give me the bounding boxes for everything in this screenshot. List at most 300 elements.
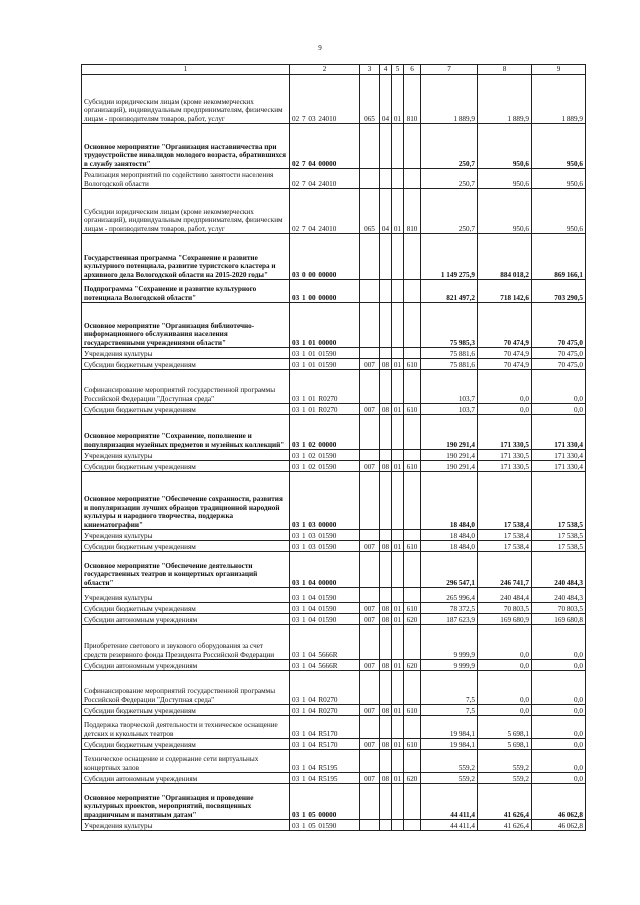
row-name: Приобретение светового и звукового оборудования за счет средств резервного фонда Президента Российской Федерации bbox=[82, 625, 290, 660]
ministry-code: 007 bbox=[360, 603, 380, 614]
subsection-code bbox=[392, 234, 404, 280]
amount-col-9: 0,0 bbox=[532, 370, 586, 404]
table-row bbox=[82, 716, 586, 739]
row-name: Субсидии юридическим лицам (кроме некоммерческих организаций), индивидуальным предпринимателям, физическим лицам - производителям товаров, работ, услуг bbox=[82, 75, 290, 124]
subsection-code bbox=[392, 348, 404, 359]
ministry-code bbox=[360, 671, 380, 705]
ministry-code bbox=[360, 348, 380, 359]
column-header: 8 bbox=[478, 65, 532, 75]
amount-col-8: 0,0 bbox=[478, 625, 532, 660]
table-row bbox=[82, 588, 586, 603]
subsection-code bbox=[392, 124, 404, 169]
amount-col-8: 70 803,5 bbox=[478, 603, 532, 614]
subsection-code bbox=[392, 784, 404, 820]
amount-col-8: 950,6 bbox=[478, 169, 532, 189]
expense-type-code bbox=[404, 348, 421, 359]
row-name: Учреждения культуры bbox=[82, 450, 290, 461]
target-code: 03 1 01 01590 bbox=[290, 359, 360, 370]
row-name: Подпрограмма "Сохранение и развитие культурного потенциала Вологодской области" bbox=[82, 280, 290, 303]
target-code: 03 1 04 R5170 bbox=[290, 716, 360, 739]
target-code: 03 1 03 00000 bbox=[290, 472, 360, 530]
expense-type-code bbox=[404, 124, 421, 169]
amount-col-8: 950,6 bbox=[478, 124, 532, 169]
table-row bbox=[82, 739, 586, 750]
section-code: 08 bbox=[380, 773, 392, 784]
row-name: Учреждения культуры bbox=[82, 588, 290, 603]
amount-col-8: 559,2 bbox=[478, 773, 532, 784]
row-name: Субсидии бюджетным учреждениям bbox=[82, 705, 290, 716]
amount-col-7: 75 881,6 bbox=[421, 359, 478, 370]
amount-col-8: 0,0 bbox=[478, 660, 532, 671]
amount-col-9: 0,0 bbox=[532, 625, 586, 660]
amount-col-7: 1 149 275,9 bbox=[421, 234, 478, 280]
target-code: 03 1 04 R5195 bbox=[290, 750, 360, 773]
amount-col-7: 190 291,4 bbox=[421, 461, 478, 472]
column-header: 2 bbox=[290, 65, 360, 75]
amount-col-9: 0,0 bbox=[532, 773, 586, 784]
table-row bbox=[82, 603, 586, 614]
expense-type-code: 610 bbox=[404, 739, 421, 750]
subsection-code: 01 bbox=[392, 461, 404, 472]
amount-col-7: 75 985,3 bbox=[421, 303, 478, 348]
subsection-code bbox=[392, 588, 404, 603]
row-name: Субсидии бюджетным учреждениям bbox=[82, 739, 290, 750]
amount-col-8: 171 330,5 bbox=[478, 450, 532, 461]
amount-col-7: 821 497,2 bbox=[421, 280, 478, 303]
ministry-code: 007 bbox=[360, 705, 380, 716]
expense-type-code bbox=[404, 303, 421, 348]
amount-col-7: 7,5 bbox=[421, 671, 478, 705]
section-code: 04 bbox=[380, 75, 392, 124]
section-code bbox=[380, 450, 392, 461]
subsection-code bbox=[392, 415, 404, 450]
ministry-code: 065 bbox=[360, 189, 380, 234]
target-code: 03 1 01 R0270 bbox=[290, 370, 360, 404]
row-name: Субсидии бюджетным учреждениям bbox=[82, 404, 290, 415]
section-code bbox=[380, 784, 392, 820]
table-row bbox=[82, 404, 586, 415]
amount-col-9: 0,0 bbox=[532, 739, 586, 750]
subsection-code: 01 bbox=[392, 541, 404, 552]
section-code bbox=[380, 750, 392, 773]
expense-type-code: 610 bbox=[404, 461, 421, 472]
expense-type-code bbox=[404, 750, 421, 773]
table-row bbox=[82, 370, 586, 404]
table-row bbox=[82, 671, 586, 705]
table-row bbox=[82, 660, 586, 671]
row-name: Реализация мероприятий по содействию занятости населения Вологодской области bbox=[82, 169, 290, 189]
column-header: 5 bbox=[392, 65, 404, 75]
amount-col-9: 0,0 bbox=[532, 750, 586, 773]
target-code: 03 1 00 00000 bbox=[290, 280, 360, 303]
amount-col-8: 559,2 bbox=[478, 750, 532, 773]
table-row bbox=[82, 614, 586, 625]
column-header: 1 bbox=[82, 65, 290, 75]
table-row bbox=[82, 784, 586, 820]
section-code bbox=[380, 124, 392, 169]
row-name: Основное мероприятие "Обеспечение деятельности государственных театров и концертных организаций области" bbox=[82, 552, 290, 588]
subsection-code: 01 bbox=[392, 404, 404, 415]
amount-col-7: 103,7 bbox=[421, 370, 478, 404]
amount-col-9: 17 538,5 bbox=[532, 530, 586, 541]
expense-type-code bbox=[404, 450, 421, 461]
target-code: 03 1 05 00000 bbox=[290, 784, 360, 820]
target-code: 03 1 02 00000 bbox=[290, 415, 360, 450]
amount-col-9: 70 803,5 bbox=[532, 603, 586, 614]
target-code: 03 1 04 R0270 bbox=[290, 705, 360, 716]
target-code: 02 7 04 24010 bbox=[290, 169, 360, 189]
ministry-code: 065 bbox=[360, 75, 380, 124]
target-code: 03 1 02 01590 bbox=[290, 450, 360, 461]
amount-col-8: 884 018,2 bbox=[478, 234, 532, 280]
ministry-code bbox=[360, 280, 380, 303]
row-name: Субсидии бюджетным учреждениям bbox=[82, 541, 290, 552]
amount-col-7: 78 372,5 bbox=[421, 603, 478, 614]
amount-col-7: 250,7 bbox=[421, 189, 478, 234]
amount-col-8: 950,6 bbox=[478, 189, 532, 234]
ministry-code bbox=[360, 716, 380, 739]
ministry-code: 007 bbox=[360, 541, 380, 552]
column-header-row bbox=[82, 65, 586, 75]
subsection-code bbox=[392, 370, 404, 404]
expense-type-code: 620 bbox=[404, 660, 421, 671]
row-name: Субсидии бюджетным учреждениям bbox=[82, 603, 290, 614]
amount-col-9: 0,0 bbox=[532, 404, 586, 415]
amount-col-8: 0,0 bbox=[478, 404, 532, 415]
row-name: Государственная программа "Сохранение и развитие культурного потенциала, развитие туристского кластера и архивного дела Вологодской области на 2015-2020 годы" bbox=[82, 234, 290, 280]
table-row bbox=[82, 552, 586, 588]
amount-col-9: 0,0 bbox=[532, 705, 586, 716]
amount-col-7: 559,2 bbox=[421, 750, 478, 773]
table-row bbox=[82, 450, 586, 461]
amount-col-8: 5 698,1 bbox=[478, 716, 532, 739]
amount-col-7: 265 996,4 bbox=[421, 588, 478, 603]
section-code bbox=[380, 671, 392, 705]
table-row bbox=[82, 472, 586, 530]
expense-type-code bbox=[404, 169, 421, 189]
ministry-code bbox=[360, 169, 380, 189]
row-name: Основное мероприятие "Сохранение, пополнение и популяризация музейных предметов и музейных коллекций" bbox=[82, 415, 290, 450]
subsection-code bbox=[392, 750, 404, 773]
ministry-code bbox=[360, 124, 380, 169]
amount-col-9: 70 475,0 bbox=[532, 359, 586, 370]
amount-col-9: 950,6 bbox=[532, 189, 586, 234]
subsection-code bbox=[392, 625, 404, 660]
table-row bbox=[82, 415, 586, 450]
amount-col-8: 169 680,9 bbox=[478, 614, 532, 625]
expense-type-code bbox=[404, 671, 421, 705]
ministry-code: 007 bbox=[360, 660, 380, 671]
ministry-code: 007 bbox=[360, 404, 380, 415]
amount-col-9: 0,0 bbox=[532, 716, 586, 739]
column-header: 3 bbox=[360, 65, 380, 75]
row-name: Субсидии юридическим лицам (кроме некоммерческих организаций), индивидуальным предпринимателям, физическим лицам - производителям товаров, работ, услуг bbox=[82, 189, 290, 234]
amount-col-7: 103,7 bbox=[421, 404, 478, 415]
target-code: 02 7 03 24010 bbox=[290, 75, 360, 124]
amount-col-7: 18 484,0 bbox=[421, 530, 478, 541]
ministry-code bbox=[360, 784, 380, 820]
section-code: 08 bbox=[380, 660, 392, 671]
row-name: Основное мероприятие "Организация и проведение культурных проектов, мероприятий, посвященных праздничным и памятным датам" bbox=[82, 784, 290, 820]
amount-col-8: 240 484,4 bbox=[478, 588, 532, 603]
ministry-code bbox=[360, 820, 380, 831]
subsection-code: 01 bbox=[392, 773, 404, 784]
row-name: Учреждения культуры bbox=[82, 530, 290, 541]
amount-col-9: 950,6 bbox=[532, 124, 586, 169]
expense-type-code bbox=[404, 820, 421, 831]
section-code bbox=[380, 552, 392, 588]
target-code: 03 1 05 01590 bbox=[290, 820, 360, 831]
amount-col-8: 1 889,9 bbox=[478, 75, 532, 124]
table-row bbox=[82, 280, 586, 303]
table-row bbox=[82, 541, 586, 552]
row-name: Субсидии бюджетным учреждениям bbox=[82, 359, 290, 370]
expense-type-code bbox=[404, 530, 421, 541]
amount-col-9: 950,6 bbox=[532, 169, 586, 189]
amount-col-7: 44 411,4 bbox=[421, 820, 478, 831]
amount-col-9: 169 680,8 bbox=[532, 614, 586, 625]
table-row bbox=[82, 750, 586, 773]
table-row bbox=[82, 169, 586, 189]
expense-type-code: 620 bbox=[404, 614, 421, 625]
target-code: 03 1 04 R5195 bbox=[290, 773, 360, 784]
expense-type-code: 810 bbox=[404, 189, 421, 234]
expense-type-code: 610 bbox=[404, 541, 421, 552]
amount-col-8: 41 626,4 bbox=[478, 820, 532, 831]
amount-col-9: 17 538,5 bbox=[532, 541, 586, 552]
subsection-code bbox=[392, 169, 404, 189]
section-code bbox=[380, 280, 392, 303]
row-name: Субсидии автономным учреждениям bbox=[82, 773, 290, 784]
target-code: 03 1 04 00000 bbox=[290, 552, 360, 588]
target-code: 03 0 00 00000 bbox=[290, 234, 360, 280]
target-code: 03 1 01 R0270 bbox=[290, 404, 360, 415]
target-code: 02 7 04 00000 bbox=[290, 124, 360, 169]
amount-col-7: 190 291,4 bbox=[421, 450, 478, 461]
row-name: Субсидии автономным учреждениям bbox=[82, 614, 290, 625]
amount-col-8: 70 474,9 bbox=[478, 303, 532, 348]
ministry-code bbox=[360, 415, 380, 450]
ministry-code bbox=[360, 450, 380, 461]
ministry-code: 007 bbox=[360, 773, 380, 784]
ministry-code bbox=[360, 750, 380, 773]
ministry-code bbox=[360, 625, 380, 660]
table-row bbox=[82, 348, 586, 359]
section-code bbox=[380, 472, 392, 530]
ministry-code bbox=[360, 530, 380, 541]
column-header: 7 bbox=[421, 65, 478, 75]
table-row bbox=[82, 773, 586, 784]
amount-col-9: 1 889,9 bbox=[532, 75, 586, 124]
subsection-code: 01 bbox=[392, 739, 404, 750]
amount-col-7: 19 984,1 bbox=[421, 739, 478, 750]
table-body bbox=[82, 75, 586, 831]
table-row bbox=[82, 705, 586, 716]
column-header: 6 bbox=[404, 65, 421, 75]
subsection-code bbox=[392, 472, 404, 530]
amount-col-9: 46 062,8 bbox=[532, 784, 586, 820]
target-code: 03 1 01 00000 bbox=[290, 303, 360, 348]
row-name: Софинансирование мероприятий государственной программы Российской Федерации "Доступная среда" bbox=[82, 370, 290, 404]
section-code: 08 bbox=[380, 739, 392, 750]
section-code: 04 bbox=[380, 189, 392, 234]
section-code bbox=[380, 588, 392, 603]
amount-col-8: 70 474,9 bbox=[478, 359, 532, 370]
ministry-code bbox=[360, 588, 380, 603]
row-name: Софинансирование мероприятий государственной программы Российской Федерации "Доступная среда" bbox=[82, 671, 290, 705]
amount-col-7: 296 547,1 bbox=[421, 552, 478, 588]
target-code: 03 1 03 01590 bbox=[290, 530, 360, 541]
section-code bbox=[380, 716, 392, 739]
subsection-code bbox=[392, 716, 404, 739]
row-name: Субсидии автономным учреждениям bbox=[82, 660, 290, 671]
table-row bbox=[82, 75, 586, 124]
amount-col-9: 171 330,4 bbox=[532, 461, 586, 472]
ministry-code: 007 bbox=[360, 461, 380, 472]
target-code: 03 1 04 R5170 bbox=[290, 739, 360, 750]
subsection-code bbox=[392, 552, 404, 588]
amount-col-8: 171 330,5 bbox=[478, 415, 532, 450]
target-code: 03 1 04 5666R bbox=[290, 625, 360, 660]
amount-col-7: 9 999,9 bbox=[421, 660, 478, 671]
section-code bbox=[380, 625, 392, 660]
section-code: 08 bbox=[380, 404, 392, 415]
subsection-code: 01 bbox=[392, 705, 404, 716]
section-code bbox=[380, 303, 392, 348]
section-code: 08 bbox=[380, 705, 392, 716]
expense-type-code: 620 bbox=[404, 773, 421, 784]
subsection-code bbox=[392, 303, 404, 348]
subsection-code: 01 bbox=[392, 359, 404, 370]
subsection-code bbox=[392, 671, 404, 705]
amount-col-7: 9 999,9 bbox=[421, 625, 478, 660]
amount-col-7: 18 484,0 bbox=[421, 541, 478, 552]
amount-col-9: 70 475,0 bbox=[532, 348, 586, 359]
row-name: Учреждения культуры bbox=[82, 820, 290, 831]
expense-type-code bbox=[404, 716, 421, 739]
ministry-code bbox=[360, 303, 380, 348]
ministry-code: 007 bbox=[360, 614, 380, 625]
subsection-code bbox=[392, 530, 404, 541]
expense-type-code bbox=[404, 588, 421, 603]
target-code: 03 1 02 01590 bbox=[290, 461, 360, 472]
ministry-code: 007 bbox=[360, 739, 380, 750]
amount-col-9: 171 330,4 bbox=[532, 415, 586, 450]
row-name: Основное мероприятие "Организация наставничества при трудоустройстве инвалидов молодого возраста, обратившихся в службу занятости" bbox=[82, 124, 290, 169]
target-code: 03 1 04 01590 bbox=[290, 588, 360, 603]
amount-col-8: 70 474,9 bbox=[478, 348, 532, 359]
expense-type-code: 610 bbox=[404, 705, 421, 716]
ministry-code bbox=[360, 472, 380, 530]
expense-type-code: 810 bbox=[404, 75, 421, 124]
expense-type-code bbox=[404, 552, 421, 588]
amount-col-9: 46 062,8 bbox=[532, 820, 586, 831]
amount-col-9: 171 330,4 bbox=[532, 450, 586, 461]
section-code bbox=[380, 415, 392, 450]
subsection-code bbox=[392, 280, 404, 303]
ministry-code: 007 bbox=[360, 359, 380, 370]
amount-col-8: 5 698,1 bbox=[478, 739, 532, 750]
amount-col-7: 1 889,9 bbox=[421, 75, 478, 124]
ministry-code bbox=[360, 370, 380, 404]
subsection-code bbox=[392, 820, 404, 831]
table-row bbox=[82, 124, 586, 169]
amount-col-8: 41 626,4 bbox=[478, 784, 532, 820]
target-code: 03 1 04 5666R bbox=[290, 660, 360, 671]
amount-col-8: 171 330,5 bbox=[478, 461, 532, 472]
amount-col-7: 187 623,9 bbox=[421, 614, 478, 625]
page-number: 9 bbox=[318, 44, 322, 52]
amount-col-8: 17 538,4 bbox=[478, 530, 532, 541]
amount-col-8: 246 741,7 bbox=[478, 552, 532, 588]
target-code: 03 1 04 01590 bbox=[290, 603, 360, 614]
expense-type-code bbox=[404, 625, 421, 660]
subsection-code: 01 bbox=[392, 603, 404, 614]
expense-type-code bbox=[404, 234, 421, 280]
amount-col-8: 0,0 bbox=[478, 671, 532, 705]
row-name: Субсидии бюджетным учреждениям bbox=[82, 461, 290, 472]
expense-type-code bbox=[404, 280, 421, 303]
table-row bbox=[82, 625, 586, 660]
amount-col-8: 0,0 bbox=[478, 705, 532, 716]
section-code bbox=[380, 530, 392, 541]
amount-col-7: 190 291,4 bbox=[421, 415, 478, 450]
amount-col-9: 703 290,5 bbox=[532, 280, 586, 303]
section-code: 08 bbox=[380, 541, 392, 552]
table-row bbox=[82, 303, 586, 348]
amount-col-9: 0,0 bbox=[532, 660, 586, 671]
column-header: 9 bbox=[532, 65, 586, 75]
amount-col-7: 250,7 bbox=[421, 124, 478, 169]
section-code: 08 bbox=[380, 359, 392, 370]
expense-type-code bbox=[404, 415, 421, 450]
amount-col-7: 19 984,1 bbox=[421, 716, 478, 739]
table-row bbox=[82, 461, 586, 472]
target-code: 03 1 04 01590 bbox=[290, 614, 360, 625]
expense-type-code: 610 bbox=[404, 603, 421, 614]
amount-col-9: 0,0 bbox=[532, 671, 586, 705]
section-code: 08 bbox=[380, 614, 392, 625]
target-code: 03 1 03 01590 bbox=[290, 541, 360, 552]
amount-col-8: 17 538,4 bbox=[478, 541, 532, 552]
ministry-code bbox=[360, 234, 380, 280]
subsection-code: 01 bbox=[392, 75, 404, 124]
amount-col-8: 0,0 bbox=[478, 370, 532, 404]
table-row bbox=[82, 189, 586, 234]
row-name: Основное мероприятие "Организация библиотечно-информационного обслуживания населения государственными учреждениями области" bbox=[82, 303, 290, 348]
section-code: 08 bbox=[380, 461, 392, 472]
expense-type-code bbox=[404, 370, 421, 404]
subsection-code: 01 bbox=[392, 614, 404, 625]
expense-type-code bbox=[404, 784, 421, 820]
expense-type-code: 610 bbox=[404, 404, 421, 415]
amount-col-9: 240 484,3 bbox=[532, 552, 586, 588]
amount-col-7: 250,7 bbox=[421, 169, 478, 189]
amount-col-8: 17 538,4 bbox=[478, 472, 532, 530]
amount-col-7: 559,2 bbox=[421, 773, 478, 784]
subsection-code: 01 bbox=[392, 660, 404, 671]
table-row bbox=[82, 820, 586, 831]
subsection-code: 01 bbox=[392, 189, 404, 234]
amount-col-8: 718 142,6 bbox=[478, 280, 532, 303]
table-row bbox=[82, 234, 586, 280]
amount-col-7: 75 881,6 bbox=[421, 348, 478, 359]
row-name: Основное мероприятие "Обеспечение сохранности, развития и популяризации лучших образцов традиционной народной культуры и народного творчества, поддержка кинематографии" bbox=[82, 472, 290, 530]
target-code: 03 1 01 01590 bbox=[290, 348, 360, 359]
expense-type-code: 610 bbox=[404, 359, 421, 370]
target-code: 02 7 04 24010 bbox=[290, 189, 360, 234]
ministry-code bbox=[360, 552, 380, 588]
